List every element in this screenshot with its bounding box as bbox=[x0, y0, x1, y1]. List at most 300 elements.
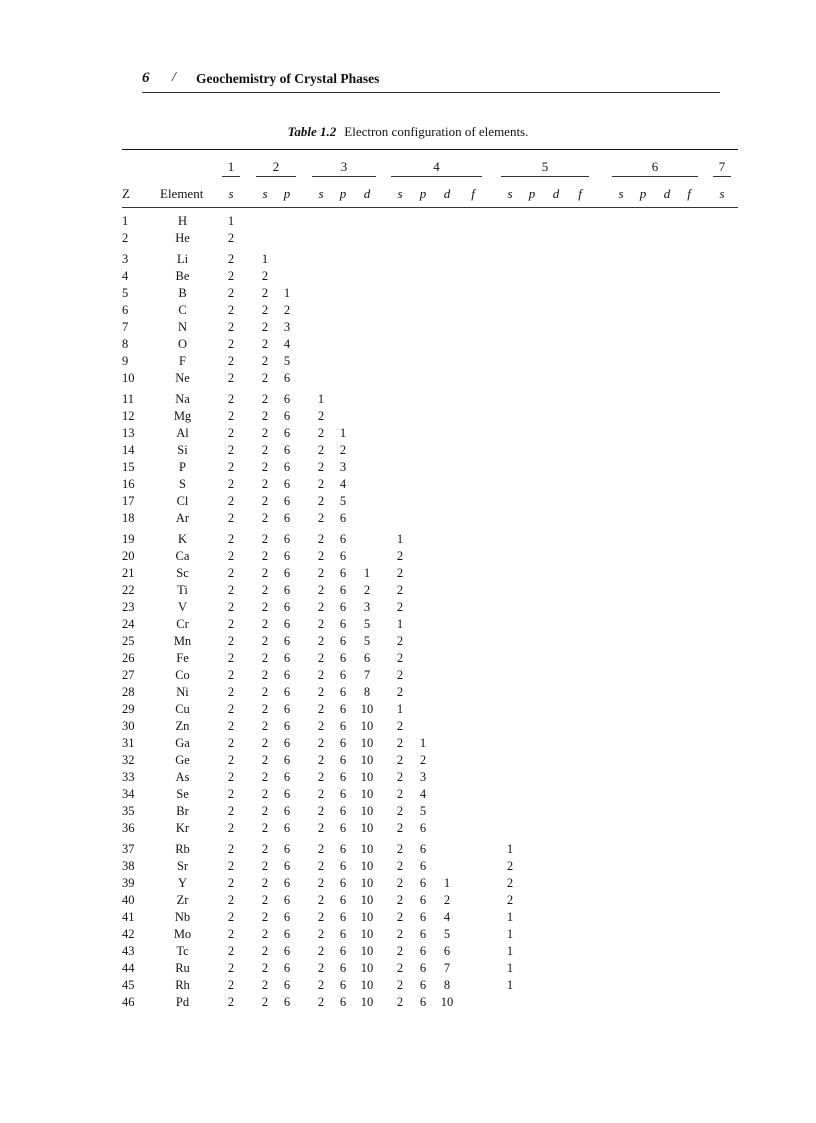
table-row bbox=[0, 995, 816, 1012]
electron-count: 2 bbox=[261, 320, 269, 334]
element-symbol: Kr bbox=[175, 821, 190, 835]
atomic-number: 1 bbox=[122, 214, 129, 228]
atomic-number: 41 bbox=[122, 910, 135, 924]
electron-count: 1 bbox=[506, 910, 514, 924]
book-title: Geochemistry of Crystal Phases bbox=[196, 71, 380, 86]
electron-count: 2 bbox=[396, 910, 404, 924]
electron-count: 1 bbox=[506, 961, 514, 975]
element-symbol: S bbox=[179, 477, 186, 491]
electron-count: 2 bbox=[283, 303, 291, 317]
electron-count: 6 bbox=[283, 804, 291, 818]
electron-count: 2 bbox=[261, 893, 269, 907]
element-symbol: Ti bbox=[177, 583, 188, 597]
electron-count: 6 bbox=[419, 910, 427, 924]
element-symbol: Be bbox=[175, 269, 190, 283]
table-row bbox=[0, 804, 816, 821]
electron-count: 6 bbox=[283, 371, 291, 385]
electron-count: 6 bbox=[419, 978, 427, 992]
page-number: 6 bbox=[142, 70, 150, 86]
electron-count: 2 bbox=[227, 269, 235, 283]
electron-count: 2 bbox=[261, 651, 269, 665]
electron-count: 6 bbox=[419, 893, 427, 907]
element-symbol: He bbox=[175, 231, 190, 245]
electron-count: 2 bbox=[396, 787, 404, 801]
electron-count: 2 bbox=[261, 634, 269, 648]
element-symbol: Al bbox=[176, 426, 189, 440]
electron-count: 6 bbox=[339, 736, 347, 750]
table-caption bbox=[0, 124, 816, 140]
electron-count: 2 bbox=[317, 859, 325, 873]
subshell-header: s bbox=[618, 186, 624, 201]
electron-count: 6 bbox=[283, 443, 291, 457]
electron-count: 10 bbox=[360, 702, 374, 716]
electron-count: 2 bbox=[261, 719, 269, 733]
electron-count: 2 bbox=[227, 566, 235, 580]
electron-count: 6 bbox=[283, 549, 291, 563]
electron-count: 2 bbox=[261, 443, 269, 457]
electron-count: 4 bbox=[419, 787, 427, 801]
table-row bbox=[0, 409, 816, 426]
table-row bbox=[0, 566, 816, 583]
electron-count: 1 bbox=[396, 702, 404, 716]
electron-count: 2 bbox=[227, 371, 235, 385]
atomic-number: 27 bbox=[122, 668, 135, 682]
atomic-number: 39 bbox=[122, 876, 135, 890]
electron-count: 2 bbox=[317, 685, 325, 699]
electron-count: 6 bbox=[339, 978, 347, 992]
electron-count: 2 bbox=[227, 477, 235, 491]
electron-count: 6 bbox=[283, 460, 291, 474]
element-symbol: Pd bbox=[175, 995, 190, 1009]
electron-count: 6 bbox=[283, 600, 291, 614]
electron-count: 8 bbox=[443, 978, 451, 992]
element-symbol: Ni bbox=[176, 685, 189, 699]
electron-count: 6 bbox=[339, 685, 347, 699]
electron-count: 2 bbox=[227, 876, 235, 890]
electron-count: 10 bbox=[360, 978, 374, 992]
electron-count: 6 bbox=[419, 859, 427, 873]
electron-count: 6 bbox=[339, 859, 347, 873]
subshell-header: d bbox=[663, 186, 671, 201]
electron-count: 10 bbox=[360, 910, 374, 924]
electron-count: 6 bbox=[339, 770, 347, 784]
electron-count: 2 bbox=[261, 910, 269, 924]
electron-count: 2 bbox=[227, 409, 235, 423]
electron-count: 2 bbox=[261, 337, 269, 351]
electron-count: 5 bbox=[419, 804, 427, 818]
electron-count: 2 bbox=[227, 702, 235, 716]
header-separator: / bbox=[172, 70, 176, 85]
electron-count: 2 bbox=[506, 876, 514, 890]
electron-count: 6 bbox=[419, 821, 427, 835]
element-symbol: Ga bbox=[175, 736, 190, 750]
electron-count: 6 bbox=[283, 392, 291, 406]
electron-count: 6 bbox=[283, 978, 291, 992]
electron-count: 1 bbox=[396, 617, 404, 631]
electron-count: 2 bbox=[396, 549, 404, 563]
electron-count: 6 bbox=[339, 961, 347, 975]
electron-count: 2 bbox=[317, 443, 325, 457]
atomic-number: 32 bbox=[122, 753, 135, 767]
electron-count: 6 bbox=[339, 617, 347, 631]
atomic-number: 10 bbox=[122, 371, 135, 385]
electron-count: 6 bbox=[283, 634, 291, 648]
electron-count: 2 bbox=[261, 842, 269, 856]
electron-count: 2 bbox=[317, 804, 325, 818]
atomic-number: 33 bbox=[122, 770, 135, 784]
electron-count: 6 bbox=[339, 787, 347, 801]
electron-count: 2 bbox=[261, 995, 269, 1009]
element-symbol: Na bbox=[175, 392, 190, 406]
electron-count: 6 bbox=[339, 549, 347, 563]
electron-count: 6 bbox=[283, 893, 291, 907]
electron-count: 6 bbox=[283, 532, 291, 546]
shell-underline bbox=[222, 176, 240, 177]
electron-count: 7 bbox=[443, 961, 451, 975]
table-row bbox=[0, 876, 816, 893]
element-symbol: B bbox=[178, 286, 187, 300]
electron-count: 2 bbox=[227, 944, 235, 958]
electron-count: 6 bbox=[419, 944, 427, 958]
subshell-header: d bbox=[443, 186, 451, 201]
element-symbol: Rb bbox=[175, 842, 190, 856]
electron-count: 2 bbox=[261, 511, 269, 525]
atomic-number: 30 bbox=[122, 719, 135, 733]
table-row bbox=[0, 719, 816, 736]
electron-count: 2 bbox=[227, 927, 235, 941]
table-row bbox=[0, 460, 816, 477]
electron-count: 2 bbox=[317, 893, 325, 907]
subshell-header: s bbox=[507, 186, 513, 201]
electron-count: 2 bbox=[227, 842, 235, 856]
table-row bbox=[0, 893, 816, 910]
electron-count: 4 bbox=[443, 910, 451, 924]
electron-count: 6 bbox=[339, 634, 347, 648]
atomic-number: 34 bbox=[122, 787, 135, 801]
shell-header-6: 6 bbox=[651, 159, 659, 174]
atomic-number: 42 bbox=[122, 927, 135, 941]
electron-count: 2 bbox=[227, 910, 235, 924]
electron-count: 2 bbox=[227, 320, 235, 334]
element-symbol: Zr bbox=[176, 893, 189, 907]
column-header-element: Element bbox=[160, 186, 204, 201]
electron-count: 6 bbox=[283, 719, 291, 733]
electron-count: 10 bbox=[360, 944, 374, 958]
table-row bbox=[0, 910, 816, 927]
element-symbol: Br bbox=[176, 804, 189, 818]
electron-count: 2 bbox=[261, 549, 269, 563]
table-row bbox=[0, 214, 816, 231]
atomic-number: 22 bbox=[122, 583, 135, 597]
electron-count: 2 bbox=[227, 978, 235, 992]
electron-count: 2 bbox=[396, 842, 404, 856]
electron-count: 2 bbox=[227, 787, 235, 801]
electron-count: 6 bbox=[283, 859, 291, 873]
atomic-number: 21 bbox=[122, 566, 135, 580]
electron-count: 1 bbox=[261, 252, 269, 266]
electron-count: 2 bbox=[317, 617, 325, 631]
shell-underline bbox=[391, 176, 482, 177]
element-symbol: Zn bbox=[175, 719, 190, 733]
electron-count: 2 bbox=[317, 532, 325, 546]
atomic-number: 24 bbox=[122, 617, 135, 631]
electron-count: 10 bbox=[360, 787, 374, 801]
electron-count: 6 bbox=[363, 651, 371, 665]
electron-count: 6 bbox=[419, 961, 427, 975]
subshell-header: p bbox=[639, 186, 647, 201]
electron-count: 2 bbox=[227, 685, 235, 699]
electron-count: 2 bbox=[227, 719, 235, 733]
atomic-number: 46 bbox=[122, 995, 135, 1009]
electron-count: 6 bbox=[283, 910, 291, 924]
electron-count: 1 bbox=[363, 566, 371, 580]
electron-count: 2 bbox=[317, 719, 325, 733]
electron-count: 6 bbox=[339, 511, 347, 525]
electron-count: 6 bbox=[283, 787, 291, 801]
electron-count: 2 bbox=[227, 770, 235, 784]
atomic-number: 12 bbox=[122, 409, 135, 423]
table-row bbox=[0, 494, 816, 511]
table-row bbox=[0, 787, 816, 804]
electron-count: 6 bbox=[339, 893, 347, 907]
atomic-number: 8 bbox=[122, 337, 129, 351]
table-row bbox=[0, 961, 816, 978]
table-row bbox=[0, 320, 816, 337]
atomic-number: 20 bbox=[122, 549, 135, 563]
electron-count: 2 bbox=[396, 961, 404, 975]
electron-count: 6 bbox=[283, 494, 291, 508]
electron-count: 2 bbox=[261, 944, 269, 958]
electron-count: 2 bbox=[396, 753, 404, 767]
atomic-number: 16 bbox=[122, 477, 135, 491]
table-row bbox=[0, 269, 816, 286]
element-symbol: Ar bbox=[175, 511, 190, 525]
electron-count: 6 bbox=[283, 927, 291, 941]
electron-count: 2 bbox=[227, 736, 235, 750]
subshell-header: p bbox=[419, 186, 427, 201]
electron-count: 2 bbox=[261, 371, 269, 385]
atomic-number: 13 bbox=[122, 426, 135, 440]
electron-count: 6 bbox=[419, 876, 427, 890]
electron-count: 2 bbox=[261, 821, 269, 835]
element-symbol: Ge bbox=[175, 753, 190, 767]
electron-count: 6 bbox=[283, 511, 291, 525]
electron-count: 2 bbox=[227, 821, 235, 835]
electron-count: 2 bbox=[317, 566, 325, 580]
electron-count: 2 bbox=[396, 719, 404, 733]
electron-count: 1 bbox=[396, 532, 404, 546]
element-symbol: Li bbox=[176, 252, 189, 266]
subshell-header: p bbox=[283, 186, 291, 201]
electron-count: 2 bbox=[227, 893, 235, 907]
table-label: Table 1.2 bbox=[287, 124, 337, 139]
electron-count: 2 bbox=[396, 668, 404, 682]
atomic-number: 45 bbox=[122, 978, 135, 992]
electron-count: 7 bbox=[363, 668, 371, 682]
electron-count: 2 bbox=[227, 511, 235, 525]
electron-count: 6 bbox=[339, 876, 347, 890]
electron-count: 2 bbox=[419, 753, 427, 767]
electron-count: 2 bbox=[261, 787, 269, 801]
electron-count: 2 bbox=[317, 787, 325, 801]
subshell-header: s bbox=[719, 186, 725, 201]
atomic-number: 11 bbox=[122, 392, 135, 406]
table-row bbox=[0, 927, 816, 944]
electron-count: 2 bbox=[261, 804, 269, 818]
shell-underline bbox=[612, 176, 698, 177]
column-header-z: Z bbox=[122, 186, 130, 201]
electron-count: 1 bbox=[506, 944, 514, 958]
electron-count: 1 bbox=[443, 876, 451, 890]
electron-count: 10 bbox=[360, 821, 374, 835]
atomic-number: 6 bbox=[122, 303, 129, 317]
electron-count: 2 bbox=[261, 859, 269, 873]
electron-count: 2 bbox=[317, 944, 325, 958]
table-row bbox=[0, 821, 816, 838]
electron-count: 4 bbox=[339, 477, 347, 491]
table-row bbox=[0, 736, 816, 753]
element-symbol: Sc bbox=[176, 566, 189, 580]
electron-count: 2 bbox=[396, 944, 404, 958]
electron-count: 6 bbox=[339, 719, 347, 733]
electron-count: 3 bbox=[363, 600, 371, 614]
electron-count: 2 bbox=[317, 460, 325, 474]
electron-count: 2 bbox=[227, 252, 235, 266]
electron-count: 6 bbox=[339, 821, 347, 835]
electron-count: 2 bbox=[227, 392, 235, 406]
electron-count: 2 bbox=[317, 995, 325, 1009]
table-row bbox=[0, 859, 816, 876]
electron-count: 1 bbox=[227, 214, 235, 228]
atomic-number: 37 bbox=[122, 842, 135, 856]
electron-count: 2 bbox=[227, 583, 235, 597]
electron-count: 10 bbox=[360, 753, 374, 767]
subshell-header: s bbox=[262, 186, 268, 201]
atomic-number: 40 bbox=[122, 893, 135, 907]
subshell-header: f bbox=[578, 186, 582, 201]
shell-header-1: 1 bbox=[227, 159, 235, 174]
table-row bbox=[0, 617, 816, 634]
atomic-number: 44 bbox=[122, 961, 135, 975]
electron-count: 6 bbox=[339, 583, 347, 597]
electron-count: 6 bbox=[283, 583, 291, 597]
table-row bbox=[0, 978, 816, 995]
shell-header-7: 7 bbox=[718, 159, 726, 174]
element-symbol: V bbox=[177, 600, 188, 614]
electron-count: 2 bbox=[227, 354, 235, 368]
electron-count: 10 bbox=[360, 876, 374, 890]
electron-count: 2 bbox=[396, 566, 404, 580]
table-row bbox=[0, 702, 816, 719]
table-row bbox=[0, 354, 816, 371]
element-symbol: Mn bbox=[173, 634, 192, 648]
electron-count: 2 bbox=[317, 634, 325, 648]
atomic-number: 31 bbox=[122, 736, 135, 750]
atomic-number: 43 bbox=[122, 944, 135, 958]
electron-count: 6 bbox=[339, 753, 347, 767]
atomic-number: 19 bbox=[122, 532, 135, 546]
electron-count: 2 bbox=[261, 426, 269, 440]
atomic-number: 29 bbox=[122, 702, 135, 716]
electron-count: 2 bbox=[317, 927, 325, 941]
atomic-number: 18 bbox=[122, 511, 135, 525]
atomic-number: 26 bbox=[122, 651, 135, 665]
element-symbol: Si bbox=[177, 443, 188, 457]
subshell-header: f bbox=[687, 186, 691, 201]
electron-count: 10 bbox=[360, 736, 374, 750]
element-symbol: N bbox=[177, 320, 188, 334]
subshell-header: s bbox=[397, 186, 403, 201]
atomic-number: 14 bbox=[122, 443, 135, 457]
atomic-number: 4 bbox=[122, 269, 129, 283]
element-symbol: C bbox=[178, 303, 187, 317]
shell-underline bbox=[501, 176, 589, 177]
element-symbol: Ru bbox=[175, 961, 190, 975]
electron-count: 2 bbox=[317, 494, 325, 508]
subshell-header: p bbox=[528, 186, 536, 201]
shell-underline bbox=[256, 176, 296, 177]
table-row bbox=[0, 443, 816, 460]
electron-count: 2 bbox=[396, 804, 404, 818]
electron-count: 6 bbox=[419, 842, 427, 856]
electron-count: 10 bbox=[440, 995, 454, 1009]
electron-count: 2 bbox=[317, 910, 325, 924]
element-symbol: Cu bbox=[175, 702, 190, 716]
electron-count: 2 bbox=[317, 600, 325, 614]
element-symbol: Ne bbox=[175, 371, 190, 385]
electron-count: 6 bbox=[339, 651, 347, 665]
electron-count: 2 bbox=[317, 651, 325, 665]
electron-count: 2 bbox=[317, 549, 325, 563]
electron-count: 6 bbox=[339, 944, 347, 958]
electron-count: 2 bbox=[396, 893, 404, 907]
table-row bbox=[0, 685, 816, 702]
electron-count: 2 bbox=[227, 549, 235, 563]
table-header-rule bbox=[122, 207, 738, 208]
electron-count: 10 bbox=[360, 842, 374, 856]
electron-count: 3 bbox=[339, 460, 347, 474]
electron-count: 2 bbox=[227, 286, 235, 300]
running-header bbox=[142, 70, 720, 93]
electron-count: 1 bbox=[506, 978, 514, 992]
electron-count: 6 bbox=[339, 927, 347, 941]
electron-count: 2 bbox=[396, 876, 404, 890]
electron-count: 2 bbox=[227, 494, 235, 508]
electron-count: 6 bbox=[283, 668, 291, 682]
atomic-number: 17 bbox=[122, 494, 135, 508]
electron-count: 2 bbox=[261, 269, 269, 283]
subshell-header: s bbox=[228, 186, 234, 201]
electron-count: 2 bbox=[261, 668, 269, 682]
electron-count: 2 bbox=[396, 859, 404, 873]
electron-count: 6 bbox=[283, 961, 291, 975]
electron-count: 2 bbox=[317, 736, 325, 750]
electron-count: 2 bbox=[396, 634, 404, 648]
element-symbol: Nb bbox=[174, 910, 191, 924]
electron-count: 2 bbox=[317, 477, 325, 491]
atomic-number: 28 bbox=[122, 685, 135, 699]
electron-count: 2 bbox=[227, 995, 235, 1009]
element-symbol: P bbox=[179, 460, 186, 474]
electron-count: 8 bbox=[363, 685, 371, 699]
electron-count: 6 bbox=[283, 566, 291, 580]
element-symbol: F bbox=[179, 354, 186, 368]
electron-count: 2 bbox=[261, 876, 269, 890]
electron-count: 6 bbox=[283, 944, 291, 958]
electron-count: 2 bbox=[261, 460, 269, 474]
electron-count: 2 bbox=[261, 532, 269, 546]
electron-count: 2 bbox=[227, 859, 235, 873]
